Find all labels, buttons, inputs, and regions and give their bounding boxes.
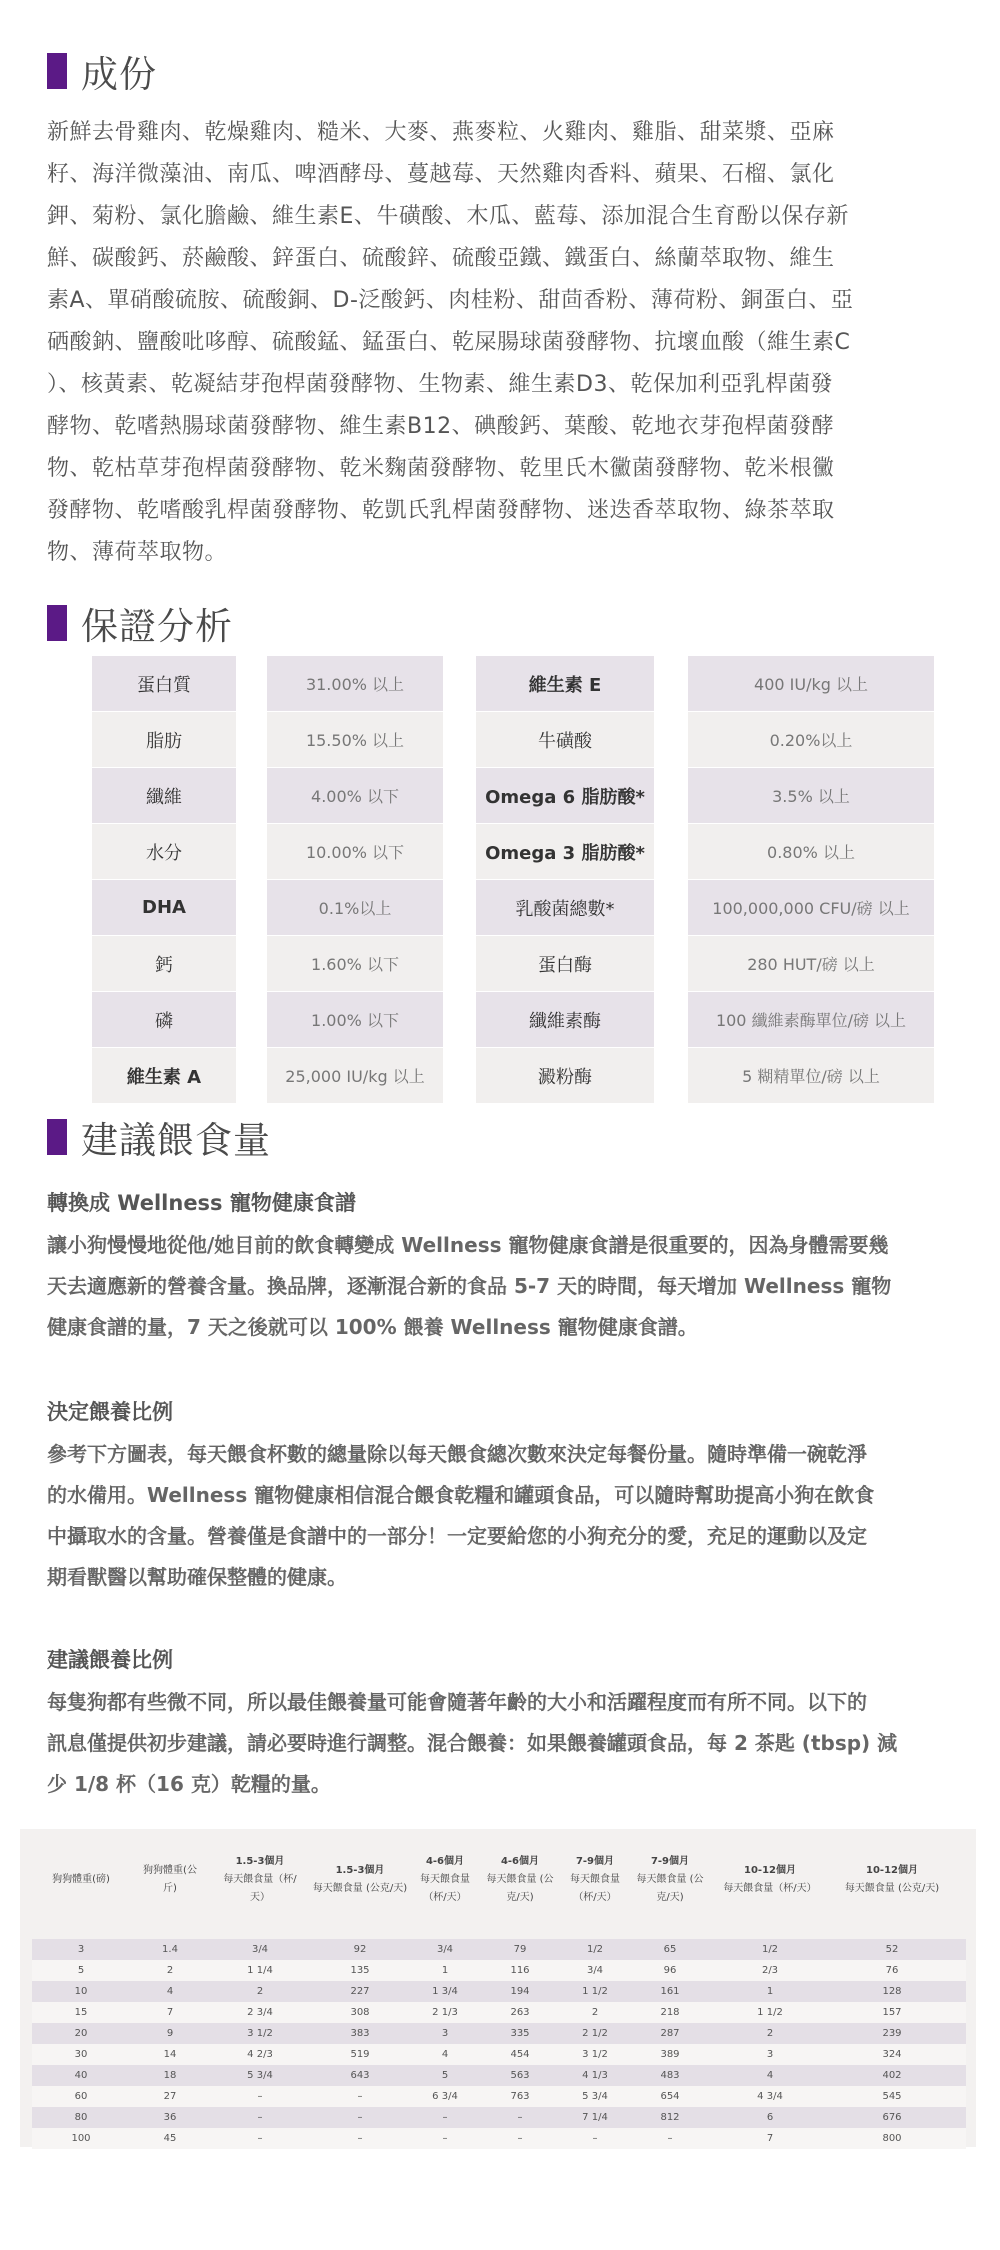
table-header-text bbox=[636, 1853, 703, 1907]
table-row bbox=[32, 2023, 966, 2044]
table-header-sub: （杯/天） bbox=[423, 1892, 467, 1903]
table-cell: 116 bbox=[510, 1965, 530, 1976]
table-cell: 800 bbox=[882, 2133, 902, 2144]
table-cell: 5 3/4 bbox=[582, 2091, 608, 2102]
table-cell: 218 bbox=[660, 2007, 680, 2018]
feeding-block bbox=[47, 1396, 957, 1598]
table-header-title: 10-12個月 bbox=[866, 1865, 918, 1876]
table-cell: 6 bbox=[766, 2112, 774, 2123]
analysis-label: 磷 bbox=[92, 992, 236, 1047]
table-cell: – bbox=[357, 2091, 363, 2102]
feeding-line: 訊息僅提供初步建議，請必要時進行調整。混合餵養：如果餵養罐頭食品，每 2 茶匙 (tbsp) 減 bbox=[47, 1731, 898, 1755]
feeding-line: 健康食譜的量，7 天之後就可以 100% 餵養 Wellness 寵物健康食譜。 bbox=[47, 1315, 698, 1339]
table-header-text bbox=[570, 1853, 620, 1907]
analysis-label: 乳酸菌總數* bbox=[476, 880, 654, 935]
feeding-block bbox=[47, 1187, 957, 1348]
table-header-title: 4-6個月 bbox=[500, 1856, 540, 1867]
analysis-title: 保證分析 bbox=[81, 605, 233, 648]
analysis-value: 280 HUT/磅 以上 bbox=[688, 936, 934, 991]
ingredients-line: 物、薄荷萃取物。 bbox=[47, 540, 228, 565]
feeding-block bbox=[47, 1644, 957, 1805]
table-cell: 2 1/3 bbox=[432, 2007, 458, 2018]
table-cell: 52 bbox=[885, 1944, 899, 1955]
analysis-value: 25,000 IU/kg 以上 bbox=[267, 1048, 443, 1103]
analysis-value: 4.00% 以下 bbox=[267, 768, 443, 823]
table-header-text bbox=[486, 1853, 553, 1907]
analysis-label: 水分 bbox=[92, 824, 236, 879]
feeding-subheading: 決定餵養比例 bbox=[47, 1400, 173, 1424]
table-cell: – bbox=[517, 2133, 523, 2144]
analysis-label: 脂肪 bbox=[92, 712, 236, 767]
table-header-sub: 每天餵食量（杯/天） bbox=[723, 1883, 817, 1894]
table-header-sub: 每天餵食量 bbox=[570, 1874, 620, 1885]
analysis-value: 100 纖維素酶單位/磅 以上 bbox=[688, 992, 934, 1047]
table-header-title: 1.5-3個月 bbox=[235, 1856, 285, 1867]
table-cell: 3/4 bbox=[436, 1944, 454, 1955]
table-cell: 402 bbox=[882, 2070, 902, 2081]
table-cell: 18 bbox=[163, 2070, 177, 2081]
table-cell: – bbox=[592, 2133, 598, 2144]
table-cell: 227 bbox=[350, 1986, 370, 1997]
table-cell: 15 bbox=[74, 2007, 88, 2018]
table-cell: 389 bbox=[660, 2049, 680, 2060]
table-cell: – bbox=[517, 2112, 523, 2123]
table-header-cell bbox=[32, 1843, 130, 1917]
table-cell: 157 bbox=[882, 2007, 902, 2018]
table-header-title: 7-9個月 bbox=[650, 1856, 690, 1867]
table-cell: 2 1/2 bbox=[582, 2028, 608, 2039]
ingredients-line: 酵物、乾嗜熱腸球菌發酵物、維生素B12、碘酸鈣、葉酸、乾地衣芽孢桿菌發酵 bbox=[47, 414, 835, 439]
table-cell: 7 bbox=[766, 2133, 774, 2144]
table-header-sub: （杯/天） bbox=[573, 1892, 617, 1903]
table-cell: 3 bbox=[766, 2049, 774, 2060]
table-row bbox=[32, 2044, 966, 2065]
table-cell: 308 bbox=[350, 2007, 370, 2018]
feeding-line: 中攝取水的含量。營養僅是食譜中的一部分！一定要給您的小狗充分的愛，充足的運動以及定 bbox=[47, 1524, 867, 1548]
table-header-sub: 每天餵食量 (公克/天) bbox=[312, 1883, 408, 1894]
table-header-cell bbox=[710, 1843, 830, 1917]
table-cell: 128 bbox=[882, 1986, 902, 1997]
table-cell: – bbox=[257, 2133, 263, 2144]
ingredients-line: 鉀、菊粉、氯化膽鹼、維生素E、牛磺酸、木瓜、藍莓、添加混合生育酚以保存新 bbox=[47, 204, 849, 229]
feeding-subheading: 建議餵養比例 bbox=[47, 1648, 173, 1672]
table-cell: 5 bbox=[77, 1965, 85, 1976]
table-header-title: 1.5-3個月 bbox=[335, 1865, 385, 1876]
table-row bbox=[32, 2065, 966, 2086]
table-cell: 14 bbox=[163, 2049, 177, 2060]
table-cell: 4 bbox=[441, 2049, 449, 2060]
table-cell: 7 1/4 bbox=[582, 2112, 608, 2123]
table-cell: 1.4 bbox=[162, 1944, 178, 1955]
ingredients-line: 發酵物、乾嗜酸乳桿菌發酵物、乾凱氏乳桿菌發酵物、迷迭香萃取物、綠茶萃取 bbox=[47, 498, 835, 523]
table-header-sub: 每天餵食量 bbox=[420, 1874, 470, 1885]
table-cell: 1/2 bbox=[586, 1944, 604, 1955]
table-cell: 545 bbox=[882, 2091, 902, 2102]
feeding-chart-table bbox=[20, 1829, 976, 2147]
table-cell: 194 bbox=[510, 1986, 530, 1997]
table-cell: 812 bbox=[660, 2112, 680, 2123]
table-header-sub: 斤) bbox=[163, 1883, 177, 1894]
analysis-label: Omega 3 脂肪酸* bbox=[476, 824, 654, 879]
table-cell: 40 bbox=[74, 2070, 88, 2081]
feeding-title: 建議餵食量 bbox=[81, 1119, 271, 1162]
table-row bbox=[32, 2086, 966, 2107]
table-header-text bbox=[223, 1853, 296, 1907]
table-header-cell bbox=[630, 1843, 710, 1917]
table-header-text bbox=[723, 1862, 816, 1898]
table-cell: 2/3 bbox=[761, 1965, 779, 1976]
table-cell: 20 bbox=[74, 2028, 88, 2039]
table-cell: 1 bbox=[766, 1986, 774, 1997]
feeding-line: 天去適應新的營養含量。換品牌，逐漸混合新的食品 5-7 天的時間，每天增加 Wellness 寵物 bbox=[47, 1274, 892, 1298]
feeding-line: 讓小狗慢慢地從他/她目前的飲食轉變成 Wellness 寵物健康食譜是很重要的，因為身體需要幾 bbox=[47, 1233, 889, 1257]
table-header-cell bbox=[210, 1843, 310, 1917]
ingredients-line: 硒酸鈉、鹽酸吡哆醇、硫酸錳、錳蛋白、乾屎腸球菌發酵物、抗壞血酸（維生素C bbox=[47, 330, 851, 355]
table-cell: – bbox=[667, 2133, 673, 2144]
ingredients-line: 素A、單硝酸硫胺、硫酸銅、D-泛酸鈣、肉桂粉、甜茴香粉、薄荷粉、銅蛋白、亞 bbox=[47, 288, 854, 313]
table-cell: 27 bbox=[163, 2091, 177, 2102]
table-cell: 60 bbox=[74, 2091, 88, 2102]
table-cell: 7 bbox=[166, 2007, 174, 2018]
table-header-sub: 每天餵食量 (公 bbox=[636, 1874, 704, 1885]
table-header-cell bbox=[830, 1843, 954, 1917]
table-cell: 3/4 bbox=[251, 1944, 269, 1955]
table-cell: 263 bbox=[510, 2007, 530, 2018]
table-header-sub: 每天餵食量 (公克/天) bbox=[844, 1883, 940, 1894]
analysis-value: 1.60% 以下 bbox=[267, 936, 443, 991]
table-cell: 1/2 bbox=[761, 1944, 779, 1955]
table-header-cell bbox=[560, 1843, 630, 1917]
table-cell: 1 1/4 bbox=[247, 1965, 273, 1976]
feeding-line: 的水備用。Wellness 寵物健康相信混合餵食乾糧和罐頭食品，可以隨時幫助提高小狗在飲食 bbox=[47, 1483, 875, 1507]
analysis-label: Omega 6 脂肪酸* bbox=[476, 768, 654, 823]
table-cell: 65 bbox=[663, 1944, 677, 1955]
table-header-title: 7-9個月 bbox=[575, 1856, 615, 1867]
table-row bbox=[32, 2002, 966, 2023]
table-cell: 2 bbox=[591, 2007, 599, 2018]
analysis-label: 鈣 bbox=[92, 936, 236, 991]
table-cell: 4 3/4 bbox=[757, 2091, 783, 2102]
table-header-text bbox=[143, 1862, 197, 1898]
table-cell: 5 bbox=[441, 2070, 449, 2081]
table-cell: 643 bbox=[350, 2070, 370, 2081]
table-header-text bbox=[420, 1853, 470, 1907]
analysis-value: 3.5% 以上 bbox=[688, 768, 934, 823]
ingredients-line: 新鮮去骨雞肉、乾燥雞肉、糙米、大麥、燕麥粒、火雞肉、雞脂、甜菜漿、亞麻 bbox=[47, 120, 835, 145]
table-header-title: 4-6個月 bbox=[425, 1856, 465, 1867]
analysis-value: 0.1%以上 bbox=[267, 880, 443, 935]
feeding-heading bbox=[47, 1110, 271, 1164]
table-cell: – bbox=[442, 2112, 448, 2123]
ingredients-line: 籽、海洋微藻油、南瓜、啤酒酵母、蔓越莓、天然雞肉香料、蘋果、石榴、氯化 bbox=[47, 162, 835, 187]
table-cell: 483 bbox=[660, 2070, 680, 2081]
table-header-cell bbox=[310, 1843, 410, 1917]
analysis-value: 10.00% 以下 bbox=[267, 824, 443, 879]
table-cell: – bbox=[257, 2112, 263, 2123]
table-cell: 4 1/3 bbox=[582, 2070, 608, 2081]
table-cell: 36 bbox=[163, 2112, 177, 2123]
analysis-value: 400 IU/kg 以上 bbox=[688, 656, 934, 711]
table-cell: 135 bbox=[350, 1965, 370, 1976]
table-cell: 287 bbox=[660, 2028, 680, 2039]
table-cell: 79 bbox=[513, 1944, 527, 1955]
table-cell: 5 3/4 bbox=[247, 2070, 273, 2081]
feeding-subheading: 轉換成 Wellness 寵物健康食譜 bbox=[47, 1191, 356, 1215]
table-cell: 563 bbox=[510, 2070, 530, 2081]
ingredients-line: 物、乾枯草芽孢桿菌發酵物、乾米麴菌發酵物、乾里氏木黴菌發酵物、乾米根黴 bbox=[47, 456, 835, 481]
table-cell: 324 bbox=[882, 2049, 902, 2060]
analysis-label: 維生素 E bbox=[476, 656, 654, 711]
analysis-label: DHA bbox=[92, 880, 236, 935]
analysis-value: 15.50% 以上 bbox=[267, 712, 443, 767]
table-cell: 1 1/2 bbox=[757, 2007, 783, 2018]
table-cell: 335 bbox=[510, 2028, 530, 2039]
table-cell: 6 3/4 bbox=[432, 2091, 458, 2102]
heading-accent-bar bbox=[47, 1119, 67, 1155]
analysis-value: 100,000,000 CFU/磅 以上 bbox=[688, 880, 934, 935]
table-cell: 2 3/4 bbox=[247, 2007, 273, 2018]
analysis-value: 1.00% 以下 bbox=[267, 992, 443, 1047]
analysis-label: 纖維 bbox=[92, 768, 236, 823]
table-cell: 239 bbox=[882, 2028, 902, 2039]
feeding-line: 少 1/8 杯（16 克）乾糧的量。 bbox=[47, 1772, 331, 1796]
table-cell: – bbox=[357, 2112, 363, 2123]
table-header-sub: 每天餵食量（杯/ bbox=[223, 1874, 297, 1885]
table-cell: 45 bbox=[163, 2133, 177, 2144]
table-cell: – bbox=[357, 2133, 363, 2144]
analysis-label: 澱粉酶 bbox=[476, 1048, 654, 1103]
table-cell: 80 bbox=[74, 2112, 88, 2123]
table-cell: 3/4 bbox=[586, 1965, 604, 1976]
table-cell: 100 bbox=[71, 2133, 91, 2144]
analysis-value: 0.80% 以上 bbox=[688, 824, 934, 879]
table-cell: 383 bbox=[350, 2028, 370, 2039]
analysis-label: 牛磺酸 bbox=[476, 712, 654, 767]
table-header-cell bbox=[410, 1843, 480, 1917]
table-cell: 10 bbox=[74, 1986, 88, 1997]
table-cell: 3 1/2 bbox=[582, 2049, 608, 2060]
table-cell: 654 bbox=[660, 2091, 680, 2102]
ingredients-line: ）、核黃素、乾凝結芽孢桿菌發酵物、生物素、維生素D3、乾保加利亞乳桿菌發 bbox=[47, 372, 833, 397]
table-cell: 763 bbox=[510, 2091, 530, 2102]
table-cell: 3 bbox=[77, 1944, 85, 1955]
table-header-text bbox=[52, 1871, 110, 1889]
analysis-value: 0.20%以上 bbox=[688, 712, 934, 767]
ingredients-line: 鮮、碳酸鈣、菸鹼酸、鋅蛋白、硫酸鋅、硫酸亞鐵、鐵蛋白、絲蘭萃取物、維生 bbox=[47, 246, 835, 271]
table-header-sub: 克/天) bbox=[656, 1892, 684, 1903]
ingredients-heading bbox=[47, 44, 157, 98]
table-cell: 1 1/2 bbox=[582, 1986, 608, 1997]
table-cell: 1 bbox=[441, 1965, 449, 1976]
table-header-cell bbox=[130, 1843, 210, 1917]
feeding-line: 參考下方圖表，每天餵食杯數的總量除以每天餵食總次數來決定每餐份量。隨時準備一碗乾淨 bbox=[47, 1442, 867, 1466]
table-cell: – bbox=[442, 2133, 448, 2144]
table-cell: 9 bbox=[166, 2028, 174, 2039]
table-header-sub: 克/天) bbox=[506, 1892, 534, 1903]
table-cell: 2 bbox=[766, 2028, 774, 2039]
table-header-sub: 天） bbox=[250, 1892, 270, 1903]
table-row bbox=[32, 2128, 966, 2149]
table-cell: 454 bbox=[510, 2049, 530, 2060]
table-header-title: 狗狗體重(公 bbox=[143, 1865, 197, 1876]
table-cell: 676 bbox=[882, 2112, 902, 2123]
ingredients-title: 成份 bbox=[81, 53, 157, 96]
analysis-label: 蛋白質 bbox=[92, 656, 236, 711]
table-cell: 30 bbox=[74, 2049, 88, 2060]
table-row bbox=[32, 1981, 966, 2002]
table-header-cell bbox=[480, 1843, 560, 1917]
table-cell: – bbox=[257, 2091, 263, 2102]
analysis-label: 維生素 A bbox=[92, 1048, 236, 1103]
table-row bbox=[32, 1960, 966, 1981]
table-cell: 4 bbox=[166, 1986, 174, 1997]
table-header-text bbox=[313, 1862, 407, 1898]
table-cell: 4 bbox=[766, 2070, 774, 2081]
table-cell: 519 bbox=[350, 2049, 370, 2060]
table-cell: 92 bbox=[353, 1944, 367, 1955]
table-cell: 96 bbox=[663, 1965, 677, 1976]
table-header-title: 10-12個月 bbox=[744, 1865, 796, 1876]
analysis-label: 蛋白酶 bbox=[476, 936, 654, 991]
analysis-heading bbox=[47, 596, 233, 650]
table-header-sub: 每天餵食量 (公 bbox=[486, 1874, 554, 1885]
analysis-value: 5 糊精單位/磅 以上 bbox=[688, 1048, 934, 1103]
table-cell: 2 bbox=[166, 1965, 174, 1976]
heading-accent-bar bbox=[47, 605, 67, 641]
table-cell: 1 3/4 bbox=[432, 1986, 458, 1997]
table-cell: 2 bbox=[256, 1986, 264, 1997]
heading-accent-bar bbox=[47, 53, 67, 89]
analysis-value: 31.00% 以上 bbox=[267, 656, 443, 711]
table-header-text bbox=[845, 1862, 939, 1898]
feeding-line: 每隻狗都有些微不同，所以最佳餵養量可能會隨著年齡的大小和活躍程度而有所不同。以下的 bbox=[47, 1690, 867, 1714]
table-cell: 161 bbox=[660, 1986, 680, 1997]
table-cell: 4 2/3 bbox=[247, 2049, 273, 2060]
table-row bbox=[32, 1939, 966, 1960]
table-row bbox=[32, 2107, 966, 2128]
feeding-line: 期看獸醫以幫助確保整體的健康。 bbox=[47, 1565, 347, 1589]
table-cell: 76 bbox=[885, 1965, 899, 1976]
table-cell: 3 1/2 bbox=[247, 2028, 273, 2039]
analysis-label: 纖維素酶 bbox=[476, 992, 654, 1047]
table-cell: 3 bbox=[441, 2028, 449, 2039]
ingredients-text bbox=[47, 112, 952, 574]
table-header-title: 狗狗體重(磅) bbox=[52, 1874, 110, 1885]
